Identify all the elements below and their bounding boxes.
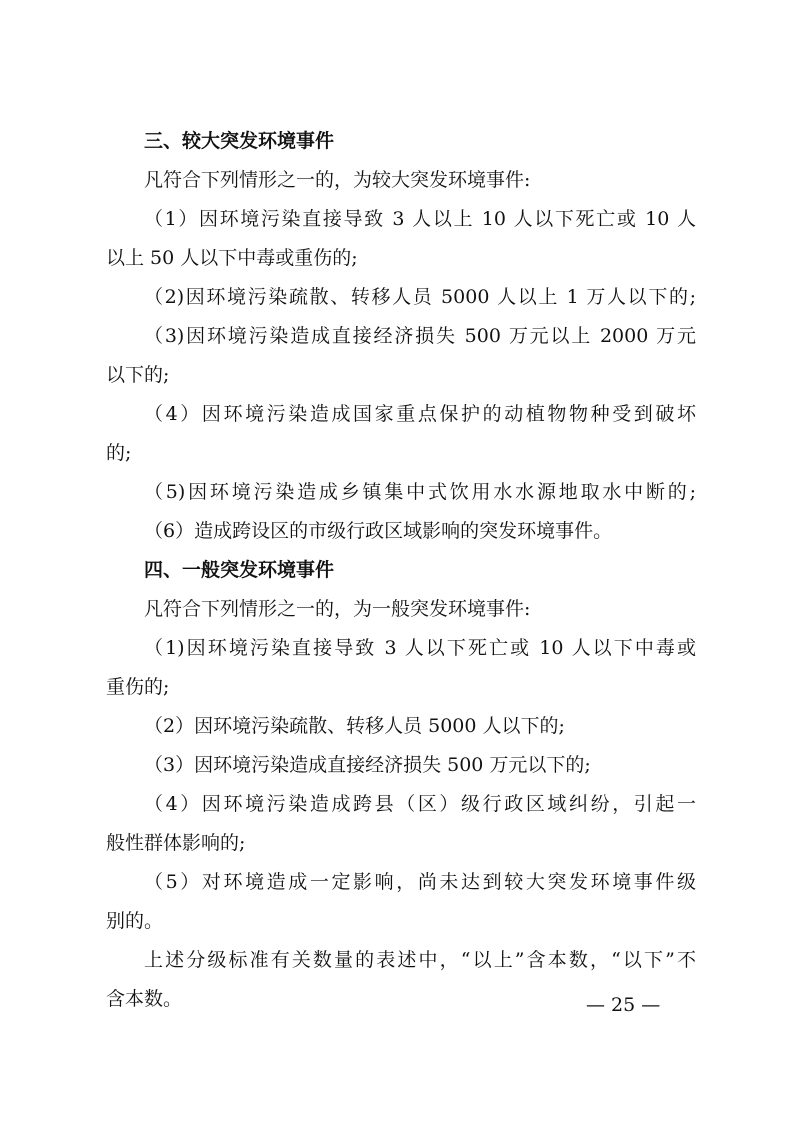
section-intro-4: 凡符合下列情形之一的，为一般突发环境事件: xyxy=(144,598,531,620)
note-line-1: 上述分级标准有关数量的表述中，“以上”含本数，“以下”不 xyxy=(144,949,696,971)
item-3-3-line-1: （3)因环境污染造成直接经济损失 500 万元以上 2000 万元 xyxy=(144,325,696,347)
item-4-4-line-1: （4）因环境污染造成跨县（区）级行政区域纠纷，引起一 xyxy=(144,793,696,815)
item-4-2-line-1: （2）因环境污染疏散、转移人员 5000 人以下的; xyxy=(144,715,565,737)
item-3-5-line-1: （5)因环境污染造成乡镇集中式饮用水水源地取水中断的; xyxy=(144,481,696,503)
item-3-4-line-1: （4）因环境污染造成国家重点保护的动植物物种受到破坏 xyxy=(144,403,696,425)
body-text xyxy=(106,122,696,1019)
item-4-3-line-1: （3）因环境污染造成直接经济损失 500 万元以下的; xyxy=(144,754,591,776)
item-4-5-line-2: 别的。 xyxy=(106,910,164,932)
item-3-2-line-1: （2)因环境污染疏散、转移人员 5000 人以上 1 万人以下的; xyxy=(144,286,696,308)
note-line-2: 含本数。 xyxy=(106,988,183,1010)
item-4-5-line-1: （5）对环境造成一定影响，尚未达到较大突发环境事件级 xyxy=(144,871,696,893)
item-3-1-line-2: 以上 50 人以下中毒或重伤的; xyxy=(106,247,358,269)
section-heading-4: 四、一般突发环境事件 xyxy=(144,559,335,581)
item-3-4-line-2: 的; xyxy=(106,442,132,464)
item-4-4-line-2: 般性群体影响的; xyxy=(106,832,246,854)
item-3-3-line-2: 以下的; xyxy=(106,364,170,386)
item-4-1-line-2: 重伤的; xyxy=(106,676,170,698)
section-intro-3: 凡符合下列情形之一的，为较大突发环境事件: xyxy=(144,169,531,191)
item-3-1-line-1: （1）因环境污染直接导致 3 人以上 10 人以下死亡或 10 人 xyxy=(144,208,696,230)
item-3-6-line-1: （6）造成跨设区的市级行政区域影响的突发环境事件。 xyxy=(144,520,613,542)
section-heading-3: 三、较大突发环境事件 xyxy=(144,130,335,152)
page-number: — 25 — xyxy=(586,994,661,1016)
item-4-1-line-1: （1)因环境污染直接导致 3 人以下死亡或 10 人以下中毒或 xyxy=(144,637,696,659)
